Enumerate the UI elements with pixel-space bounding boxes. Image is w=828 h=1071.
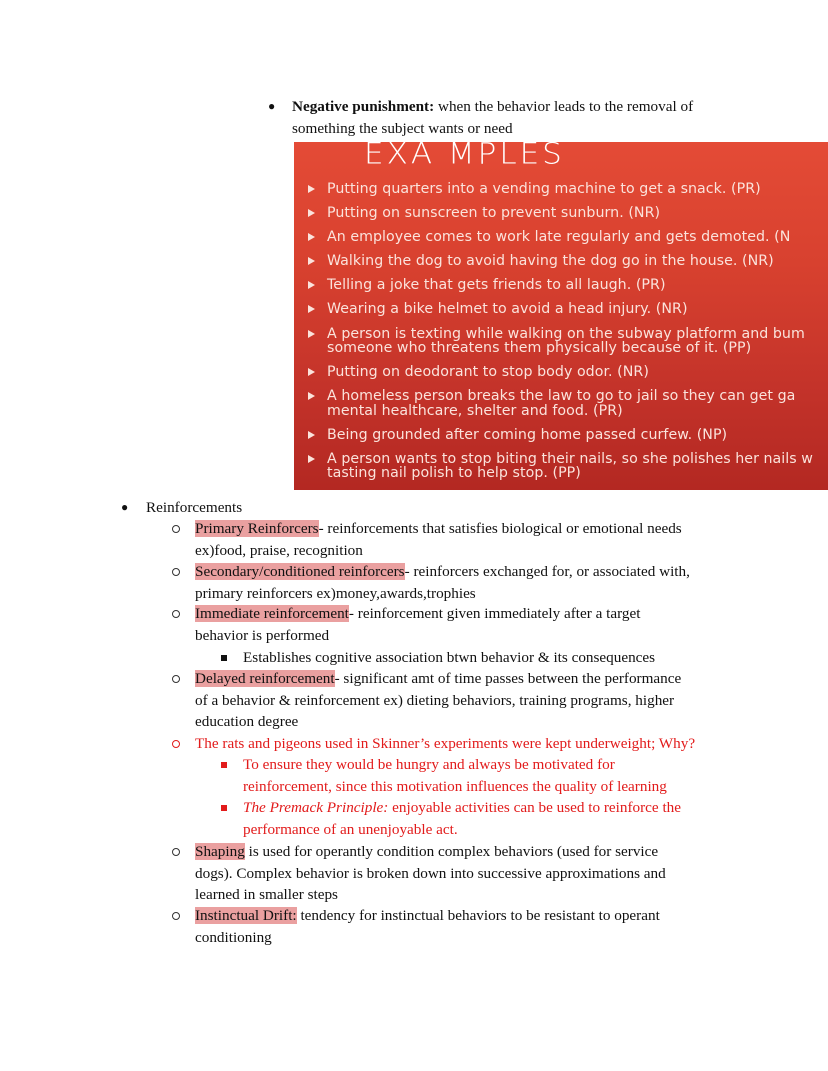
highlighted-term: Delayed reinforcement [195,670,335,687]
circle-bullet-icon [172,675,180,683]
square-bullet-icon [221,805,227,811]
example-item: Putting quarters into a vending machine to get a snack. (PR) [308,182,828,197]
circle-bullet-icon [172,568,180,576]
example-item: A person wants to stop biting their nails, so she polishes her nails w tasting nail polish to help stop. (PP) [308,452,828,481]
examples-list [308,182,828,490]
triangle-bullet-icon [308,305,315,313]
negative-punishment-definition: Negative punishment: when the behavior leads to the removal of something the subject wants or need [292,98,694,137]
example-item: Putting on deodorant to stop body odor. (NR) [308,365,828,380]
highlighted-term: Shaping [195,843,245,860]
slide-title: EXA MPLES [364,142,565,172]
list-item-shaping: Shaping is used for operantly condition complex behaviors (used for service dogs). Complex behavior is broken down into successive approximations and learned in smaller steps [172,841,752,907]
examples-slide-image [294,142,828,490]
example-item: Wearing a bike helmet to avoid a head injury. (NR) [308,302,828,317]
example-item: An employee comes to work late regularly and gets demoted. (N [308,230,828,245]
triangle-bullet-icon [308,281,315,289]
highlighted-term: Primary Reinforcers [195,520,319,537]
circle-bullet-icon [172,610,180,618]
sub-item-cognitive-association: Establishes cognitive association btwn behavior & its consequences [219,647,739,669]
triangle-bullet-icon [308,209,315,217]
triangle-bullet-icon [308,330,315,338]
circle-bullet-icon [172,848,180,856]
highlighted-term: Secondary/conditioned reinforcers [195,563,405,580]
triangle-bullet-icon [308,455,315,463]
example-item: A person is texting while walking on the subway platform and bum someone who threatens them physically because of it. (PP) [308,327,828,356]
negative-punishment-term: Negative punishment: [292,98,435,115]
triangle-bullet-icon [308,233,315,241]
example-item: Telling a joke that gets friends to all laugh. (PR) [308,278,828,293]
square-bullet-icon [221,762,227,768]
sub-item-hungry-answer: To ensure they would be hungry and always be motivated for reinforcement, since this motivation influences the quality of learning [219,754,739,798]
circle-bullet-icon [172,525,180,533]
example-item: Putting on sunscreen to prevent sunburn. (NR) [308,206,828,221]
list-item-secondary-reinforcers: Secondary/conditioned reinforcers- reinforcers exchanged for, or associated with, primary reinforcers ex)money,awards,trophies [172,561,752,605]
list-item-primary-reinforcers: Primary Reinforcers- reinforcements that satisfies biological or emotional needs ex)food, praise, recognition [172,518,752,562]
triangle-bullet-icon [308,185,315,193]
triangle-bullet-icon [308,431,315,439]
list-item-instinctual-drift: Instinctual Drift: tendency for instinctual behaviors to be resistant to operant conditioning [172,905,752,949]
triangle-bullet-icon [308,257,315,265]
sub-item-premack-principle: The Premack Principle: enjoyable activities can be used to reinforce the performance of an unenjoyable act. [219,797,739,841]
premack-term: The Premack Principle: [243,799,389,816]
circle-bullet-icon [172,912,180,920]
list-item-delayed-reinforcement: Delayed reinforcement- significant amt of time passes between the performance of a behavior & reinforcement ex) dieting behaviors, training programs, higher education degree [172,668,752,734]
triangle-bullet-icon [308,368,315,376]
highlighted-term: Immediate reinforcement [195,605,349,622]
list-item-immediate-reinforcement: Immediate reinforcement- reinforcement given immediately after a target behavior is performed [172,603,752,647]
list-item-skinner-question: The rats and pigeons used in Skinner’s experiments were kept underweight; Why? [172,733,752,755]
bullet-icon: ● [268,99,276,113]
highlighted-term: Instinctual Drift: [195,907,297,924]
square-bullet-icon [221,655,227,661]
example-item: A homeless person breaks the law to go to jail so they can get ga mental healthcare, shelter and food. (PR) [308,389,828,418]
example-item: Walking the dog to avoid having the dog go in the house. (NR) [308,254,828,269]
example-item: Being grounded after coming home passed curfew. (NP) [308,428,828,443]
bullet-icon: ● [121,500,129,514]
triangle-bullet-icon [308,392,315,400]
circle-bullet-icon [172,740,180,748]
reinforcements-heading: Reinforcements [146,499,243,516]
